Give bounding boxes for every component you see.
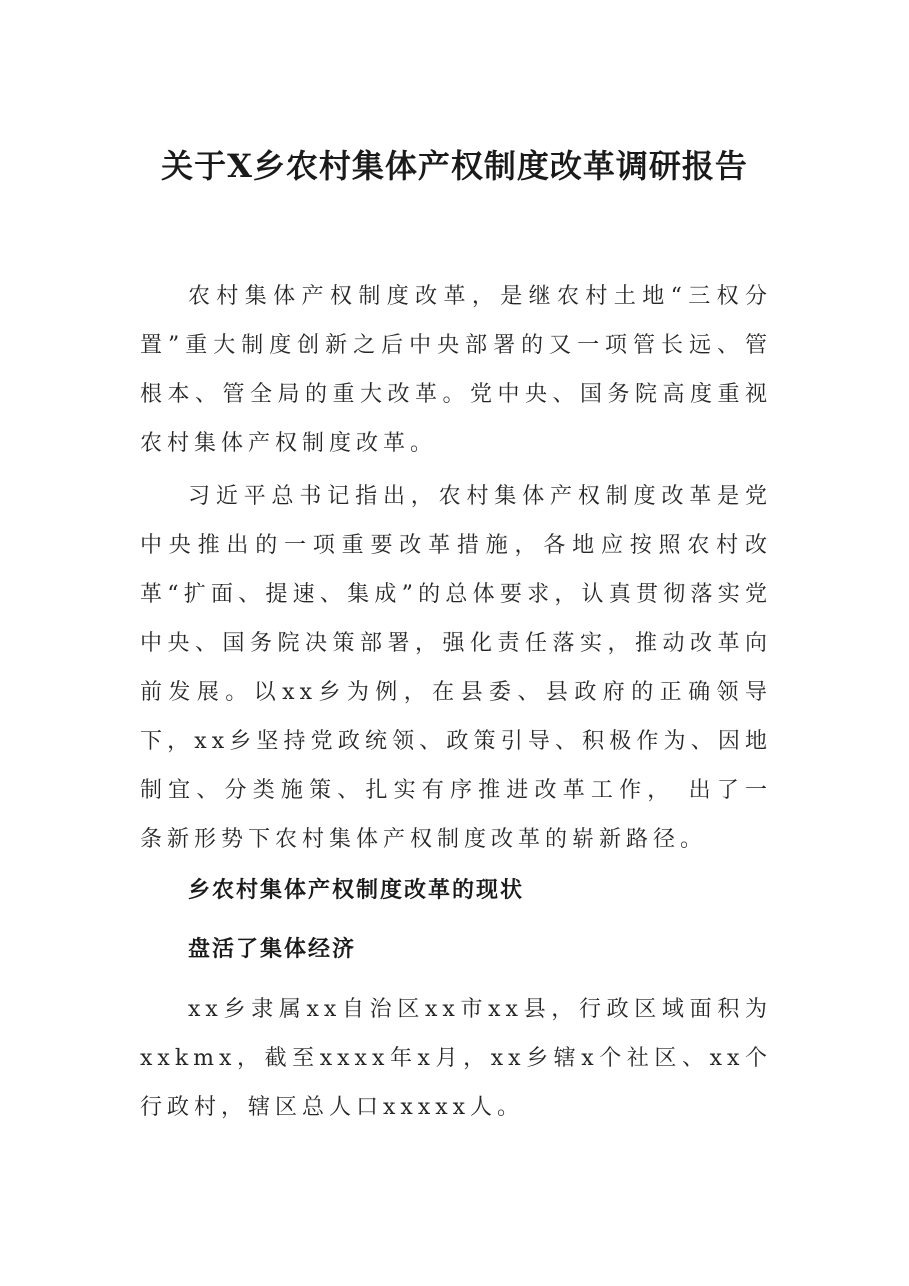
section-heading: 乡农村集体产权制度改革的现状 <box>188 878 525 903</box>
paragraph-overview: xx乡隶属xx自治区xx市xx县，行政区域面积为xxkmx，截至xxxx年x月，xx乡辖x个社区、xx个行政村，辖区总人口xxxxx人。 <box>140 997 772 1120</box>
subsection-heading: 盘活了集体经济 <box>188 937 357 962</box>
paragraph-intro: 农村集体产权制度改革，是继农村土地“三权分置”重大制度创新之后中央部署的又一项管长远、管根本、管全局的重大改革。党中央、国务院高度重视农村集体产权制度改革。 <box>140 284 772 456</box>
paragraph-xi-quote: 习近平总书记指出，农村集体产权制度改革是党中央推出的一项重要改革措施，各地应按照农村改革“扩面、提速、集成”的总体要求，认真贯彻落实党中央、国务院决策部署，强化责任落实，推动改革向前发展。以xx乡为例，在县委、县政府的正确领导下，xx乡坚持党政统领、政策引导、积极作为、因地制宜、分类施策、扎实有序推进改革工作， 出了一条新形势下农村集体产权制度改革的崭新路径。 <box>140 484 772 852</box>
document-title: 关于X乡农村集体产权制度改革调研报告 <box>161 147 748 185</box>
